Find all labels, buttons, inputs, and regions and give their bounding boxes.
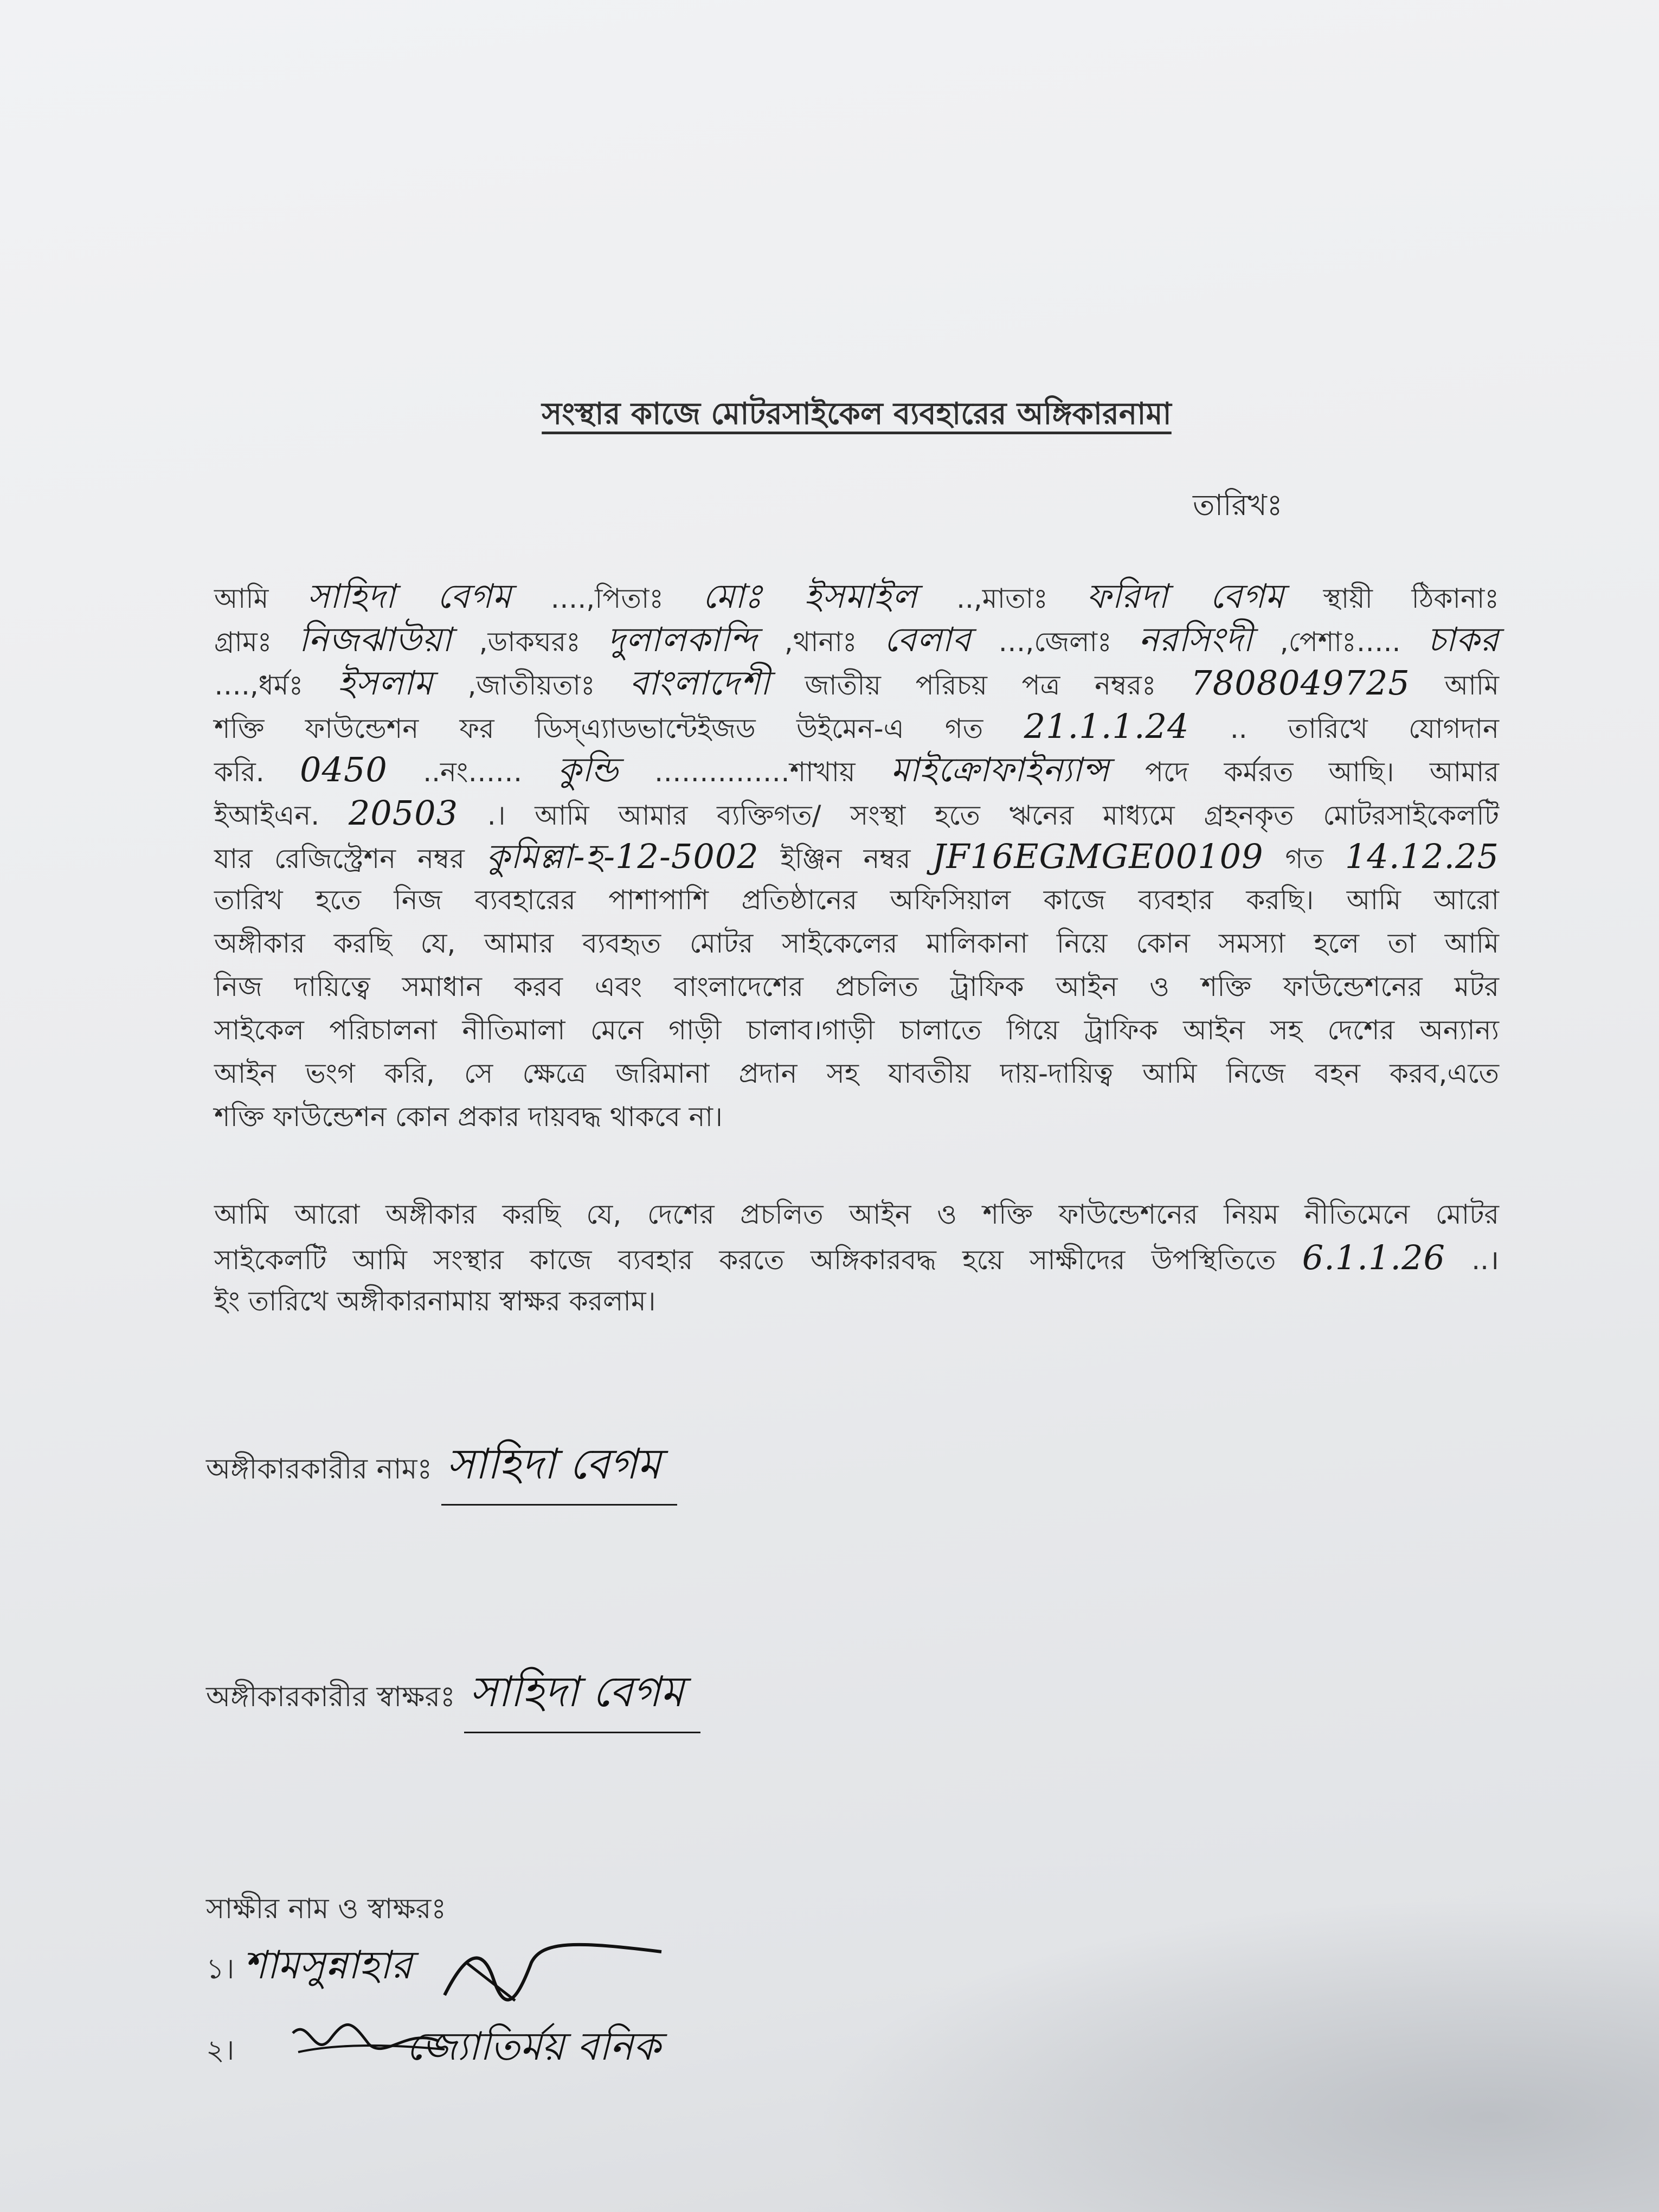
declarant-name-value: সাহিদা বেগম bbox=[446, 1440, 661, 1489]
document-title: সংস্থার কাজে মোটরসাইকেল ব্যবহারের অঙ্গিকারনামা bbox=[542, 396, 1172, 432]
printed-text: ..নং…… bbox=[423, 756, 558, 788]
printed-text: স্থায়ী ঠিকানাঃ bbox=[1323, 583, 1499, 614]
printed-text: ,ডাকঘরঃ bbox=[479, 626, 608, 658]
printed-text: ইআইএন. bbox=[214, 800, 349, 831]
handwritten-entry: মাইক্রোফাইন্যান্স bbox=[890, 750, 1110, 789]
date-label: তারিখঃ bbox=[1193, 488, 1283, 522]
text-line bbox=[214, 661, 1499, 707]
declarant-signature-value: সাহিদা বেগম bbox=[470, 1668, 684, 1716]
handwritten-entry: চাকর bbox=[1427, 620, 1499, 659]
printed-text: ….,পিতাঃ bbox=[550, 583, 703, 614]
printed-text: আমি আরো অঙ্গীকার করছি যে, দেশের প্রচলিত আইন ও শক্তি ফাউন্ডেশনের নিয়ম নীতিমেনে মোটর bbox=[214, 1199, 1499, 1230]
handwritten-entry: মোঃ ইসমাইল bbox=[702, 576, 918, 616]
text-line bbox=[214, 748, 1499, 794]
printed-text: …,জেলাঃ bbox=[998, 626, 1139, 658]
printed-text: পদে কর্মরত আছি। আমার bbox=[1144, 756, 1499, 788]
printed-text: ,পেশাঃ….. bbox=[1279, 626, 1428, 658]
handwritten-entry: নরসিংদী bbox=[1139, 620, 1253, 659]
printed-text: গত bbox=[1285, 843, 1345, 874]
handwritten-entry: 21.1.1.24 bbox=[1024, 706, 1189, 746]
witness-2-name: জ্যোতির্ময় বনিক bbox=[406, 2023, 661, 2069]
printed-text: আইন ভংগ করি, সে ক্ষেত্রে জরিমানা প্রদান সহ যাবতীয় দায়-দায়িত্ব আমি নিজে বহন করব,এতে bbox=[214, 1058, 1499, 1089]
text-line bbox=[214, 1193, 1499, 1236]
handwritten-entry: বাংলাদেশী bbox=[629, 663, 770, 703]
handwritten-entry: কুমিল্লা-হ-12-5002 bbox=[486, 837, 759, 876]
witness-2-signature bbox=[287, 2011, 450, 2071]
printed-text: করি. bbox=[214, 756, 300, 788]
text-line bbox=[214, 1095, 1499, 1139]
printed-text: ..। bbox=[1471, 1244, 1499, 1276]
handwritten-entry: JF16EGMGE00109 bbox=[932, 837, 1264, 876]
text-line bbox=[214, 792, 1499, 837]
handwritten-entry: দুলালকান্দি bbox=[607, 620, 758, 659]
printed-text: ইং তারিখে অঙ্গীকারনামায় স্বাক্ষর করলাম। bbox=[214, 1285, 656, 1317]
text-line bbox=[214, 835, 1499, 880]
text-line bbox=[214, 1008, 1499, 1052]
declarant-name-field bbox=[441, 1431, 677, 1506]
printed-text: শক্তি ফাউন্ডেশন ফর ডিস্‌এ্যাডভান্টেইজড উইমেন-এ গত bbox=[214, 713, 1024, 744]
printed-text: .. তারিখে যোগদান bbox=[1230, 713, 1499, 744]
handwritten-entry: 6.1.1.26 bbox=[1302, 1238, 1445, 1277]
printed-text: ,থানাঃ bbox=[784, 626, 884, 658]
text-line bbox=[214, 575, 1499, 620]
printed-text: সাইকেলটি আমি সংস্থার কাজে ব্যবহার করতে অঙ্গিকারবদ্ধ হয়ে সাক্ষীদের উপস্থিতিতে bbox=[214, 1244, 1302, 1276]
printed-text: সাইকেল পরিচালনা নীতিমালা মেনে গাড়ী চালাব।গাড়ী চালাতে গিয়ে ট্রাফিক আইন সহ দেশের অন্যান্য bbox=[214, 1014, 1500, 1046]
declarant-name-label: অঙ্গীকারকারীর নামঃ bbox=[206, 1453, 433, 1486]
printed-text: গ্রামঃ bbox=[214, 626, 299, 658]
text-line bbox=[214, 922, 1499, 965]
witness-label: সাক্ষীর নাম ও স্বাক্ষরঃ bbox=[206, 1893, 447, 1925]
witness-1-number: ১। bbox=[206, 1953, 235, 1985]
printed-text: শক্তি ফাউন্ডেশন কোন প্রকার দায়বদ্ধ থাকবে না। bbox=[214, 1101, 723, 1133]
text-line bbox=[214, 878, 1499, 922]
text-line bbox=[214, 965, 1499, 1008]
handwritten-entry: 20503 bbox=[348, 793, 459, 833]
paper-shadow bbox=[813, 1898, 1659, 2212]
text-line bbox=[214, 1279, 1499, 1323]
text-line bbox=[214, 1052, 1499, 1095]
witness-1-name: শামসুন্নাহার bbox=[243, 1942, 413, 1988]
printed-text: নিজ দায়িত্বে সমাধান করব এবং বাংলাদেশের প্রচলিত ট্রাফিক আইন ও শক্তি ফাউন্ডেশনের মটর bbox=[214, 971, 1499, 1002]
printed-text: তারিখ হতে নিজ ব্যবহারের পাশাপাশি প্রতিষ্ঠানের অফিসিয়াল কাজে ব্যবহার করছি। আমি আরো bbox=[214, 884, 1499, 916]
printed-text: ……………শাখায় bbox=[654, 756, 891, 788]
printed-text: .। আমি আমার ব্যক্তিগত/ সংস্থা হতে ঋনের মাধ্যমে গ্রহনকৃত মোটরসাইকেলটি bbox=[487, 800, 1499, 831]
text-line bbox=[214, 1236, 1499, 1282]
text-line bbox=[214, 705, 1499, 750]
printed-text: আমি bbox=[1444, 670, 1499, 701]
handwritten-entry: ফরিদা বেগম bbox=[1086, 576, 1285, 616]
handwritten-entry: ইসলাম bbox=[338, 663, 433, 703]
handwritten-entry: কুন্ডি bbox=[557, 750, 619, 789]
printed-text: ,জাতীয়তাঃ bbox=[467, 670, 630, 701]
printed-text: আমি bbox=[214, 583, 307, 614]
printed-text: ….,ধর্মঃ bbox=[214, 670, 338, 701]
witness-2-number: ২। bbox=[206, 2034, 235, 2067]
witness-1-signature bbox=[434, 1930, 672, 2011]
handwritten-entry: 14.12.25 bbox=[1345, 837, 1500, 876]
handwritten-entry: সাহিদা বেগম bbox=[307, 576, 512, 616]
declarant-signature-field bbox=[464, 1659, 700, 1733]
handwritten-entry: 7808049725 bbox=[1191, 663, 1410, 703]
printed-text: জাতীয় পরিচয় পত্র নম্বরঃ bbox=[805, 670, 1191, 701]
handwritten-entry: নিজঝাউয়া bbox=[299, 620, 452, 659]
declarant-signature-label: অঙ্গীকারকারীর স্বাক্ষরঃ bbox=[206, 1681, 455, 1713]
text-line bbox=[214, 618, 1499, 664]
printed-text: ইঞ্জিন নম্বর bbox=[780, 843, 933, 874]
printed-text: যার রেজিস্ট্রেশন নম্বর bbox=[214, 843, 486, 874]
witness-1-row bbox=[206, 1935, 412, 2001]
declarant-signature-row bbox=[206, 1659, 700, 1733]
printed-text: ..,মাতাঃ bbox=[956, 583, 1087, 614]
handwritten-entry: বেলাব bbox=[884, 620, 972, 659]
handwritten-entry: 0450 bbox=[300, 750, 388, 789]
declarant-name-row bbox=[206, 1431, 677, 1506]
printed-text: অঙ্গীকার করছি যে, আমার ব্যবহৃত মোটর সাইকেলের মালিকানা নিয়ে কোন সমস্যা হলে তা আমি bbox=[214, 928, 1499, 959]
